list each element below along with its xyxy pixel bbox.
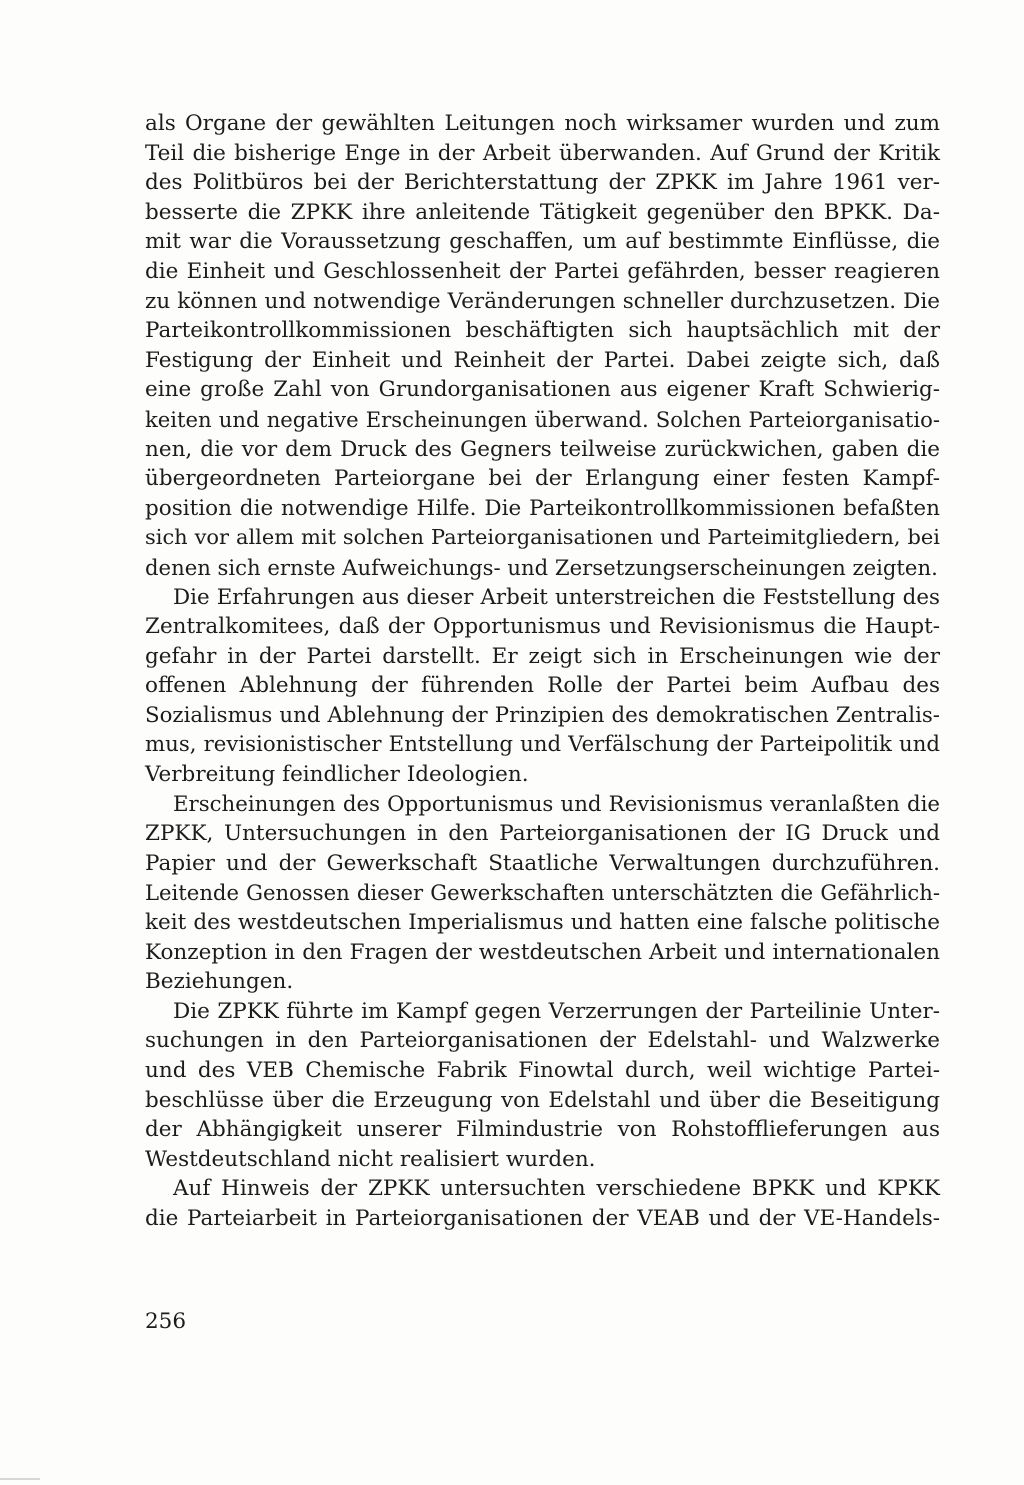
text-line: des Politbüros bei der Berichterstattung der ZPKK im Jahre 1961 ver-	[145, 170, 940, 196]
text-line: Teil die bisherige Enge in der Arbeit überwanden. Auf Grund der Kritik	[145, 140, 940, 166]
text-line: gefahr in der Partei darstellt. Er zeigt sich in Erscheinungen wie der	[145, 643, 940, 669]
text-line: Beziehungen.	[145, 969, 294, 995]
text-line: und des VEB Chemische Fabrik Finowtal durch, weil wichtige Partei-	[145, 1058, 940, 1083]
text-line: keiten und negative Erscheinungen überwand. Solchen Parteiorganisatio-	[145, 406, 940, 432]
text-line: Westdeutschland nicht realisiert wurden.	[145, 1146, 596, 1172]
text-line: zu können und notwendige Veränderungen schneller durchzusetzen. Die	[145, 288, 940, 314]
text-line: übergeordneten Parteiorgane bei der Erlangung einer festen Kampf-	[145, 466, 940, 492]
text-line: Papier und der Gewerkschaft Staatliche Verwaltungen durchzuführen.	[145, 850, 940, 876]
text-line: offenen Ablehnung der führenden Rolle der Partei beim Aufbau des	[145, 673, 940, 699]
text-line: Konzeption in den Fragen der westdeutschen Arbeit und internationalen	[145, 939, 940, 965]
text-line: nen, die vor dem Druck des Gegners teilweise zurückwichen, gaben die	[145, 436, 940, 462]
text-line: Erscheinungen des Opportunismus und Revisionismus veranlaßten die	[173, 791, 940, 817]
text-line: Sozialismus und Ablehnung der Prinzipien des demokratischen Zentralis-	[145, 702, 940, 728]
text-line: mus, revisionistischer Entstellung und Verfälschung der Parteipolitik und	[145, 732, 940, 758]
text-line: suchungen in den Parteiorganisationen der Edelstahl- und Walzwerke	[145, 1028, 940, 1054]
text-line: Auf Hinweis der ZPKK untersuchten verschiedene BPKK und KPKK	[173, 1176, 940, 1202]
text-line: mit war die Voraussetzung geschaffen, um auf bestimmte Einflüsse, die	[145, 229, 940, 255]
text-line: Festigung der Einheit und Reinheit der Partei. Dabei zeigte sich, daß	[145, 347, 940, 373]
scan-edge-mark	[0, 1478, 40, 1480]
text-line: die Parteiarbeit in Parteiorganisationen der VEAB und der VE-Handels-	[145, 1205, 940, 1231]
text-line: position die notwendige Hilfe. Die Parteikontrollkommissionen befaßten	[145, 495, 940, 521]
text-line: Leitende Genossen dieser Gewerkschaften unterschätzten die Gefährlich-	[145, 880, 940, 906]
text-line: keit des westdeutschen Imperialismus und hatten eine falsche politische	[145, 910, 940, 936]
text-line: Die Erfahrungen aus dieser Arbeit unterstreichen die Feststellung des	[173, 584, 940, 610]
text-line: ZPKK, Untersuchungen in den Parteiorganisationen der IG Druck und	[145, 821, 940, 847]
text-line: Parteikontrollkommissionen beschäftigten sich hauptsächlich mit der	[145, 318, 940, 344]
text-line: Die ZPKK führte im Kampf gegen Verzerrungen der Parteilinie Unter-	[173, 998, 940, 1024]
text-line: der Abhängigkeit unserer Filmindustrie von Rohstofflieferungen aus	[145, 1117, 940, 1143]
text-line: Zentralkomitees, daß der Opportunismus und Revisionismus die Haupt-	[145, 614, 940, 640]
body-text	[145, 109, 940, 1234]
text-line: sich vor allem mit solchen Parteiorganisationen und Parteimitgliedern, bei	[145, 525, 940, 550]
text-line: besserte die ZPKK ihre anleitende Tätigkeit gegenüber den BPKK. Da-	[145, 199, 940, 225]
text-line: Verbreitung feindlicher Ideologien.	[145, 762, 529, 788]
text-line: die Einheit und Geschlossenheit der Partei gefährden, besser reagieren	[145, 258, 940, 284]
page-number: 256	[145, 1309, 187, 1334]
text-line: beschlüsse über die Erzeugung von Edelstahl und über die Beseitigung	[145, 1087, 940, 1113]
text-line: als Organe der gewählten Leitungen noch wirksamer wurden und zum	[145, 111, 940, 136]
text-line: denen sich ernste Aufweichungs- und Zersetzungserscheinungen zeigten.	[145, 554, 938, 580]
text-line: eine große Zahl von Grundorganisationen aus eigener Kraft Schwierig-	[145, 377, 940, 403]
